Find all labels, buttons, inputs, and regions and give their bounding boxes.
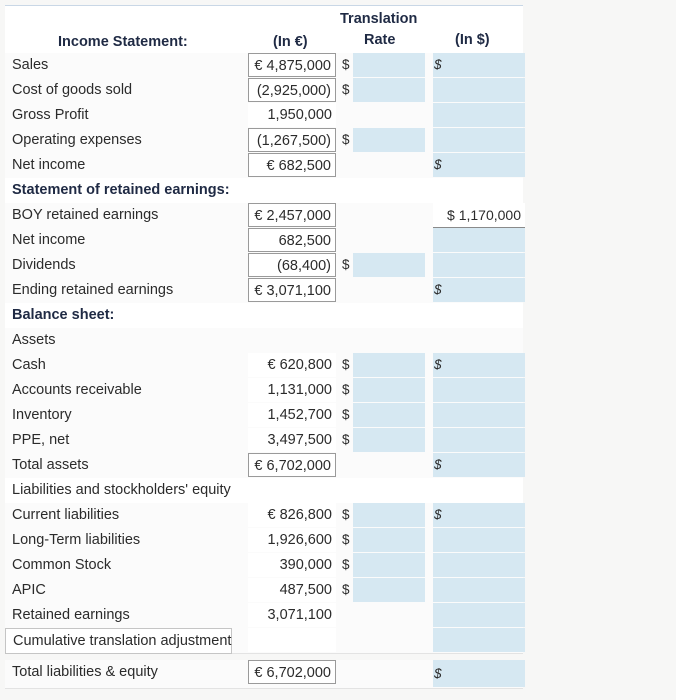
usd-input[interactable] (433, 253, 525, 277)
rate-dollar-sign: $ (342, 432, 350, 447)
eur-value: (2,925,000) (248, 78, 336, 102)
usd-dollar-sign: $ (434, 457, 442, 472)
table-row-apic (5, 578, 523, 604)
rate-input[interactable] (353, 353, 425, 377)
eur-value: € 682,500 (248, 153, 336, 177)
eur-column-heading: (In €) (273, 34, 308, 50)
table-row-ending-retained (5, 278, 523, 304)
row-label: Sales (12, 57, 49, 73)
usd-value (433, 203, 525, 228)
usd-dollar-sign: $ (434, 357, 442, 372)
row-label: Retained earnings (12, 607, 130, 623)
table-row-cogs (5, 78, 523, 104)
eur-value (248, 628, 336, 652)
eur-value: 487,500 (248, 578, 336, 602)
liabilities-heading-row (5, 478, 523, 504)
income-statement-heading: Income Statement: (58, 34, 188, 50)
row-label: Cash (12, 357, 46, 373)
rate-dollar-sign: $ (342, 582, 350, 597)
eur-value: € 6,702,000 (248, 453, 336, 477)
row-label: Current liabilities (12, 507, 120, 523)
rate-dollar-sign: $ (342, 532, 350, 547)
rate-dollar-sign: $ (342, 82, 350, 97)
eur-value: 1,950,000 (248, 103, 336, 127)
eur-value: 3,497,500 (248, 428, 336, 452)
row-label: Common Stock (12, 557, 112, 573)
row-label: PPE, net (12, 432, 70, 448)
usd-input[interactable] (433, 78, 525, 102)
rate-input[interactable] (353, 578, 425, 602)
table-row-cumulative-translation (5, 628, 523, 654)
usd-input[interactable] (433, 578, 525, 602)
usd-dollar-sign: $ (434, 282, 442, 297)
row-label: Inventory (12, 407, 72, 423)
row-label: APIC (12, 582, 46, 598)
rate-input[interactable] (353, 503, 425, 527)
row-label: Operating expenses (12, 132, 142, 148)
table-row-common-stock (5, 553, 523, 579)
row-label: Accounts receivable (12, 382, 142, 398)
table-row-net-income (5, 153, 523, 179)
rate-dollar-sign: $ (342, 132, 350, 147)
balance-sheet-heading: Balance sheet: (12, 307, 115, 323)
rate-dollar-sign: $ (342, 357, 350, 372)
usd-dollar-sign: $ (434, 507, 442, 522)
usd-input[interactable] (433, 153, 525, 177)
rate-input[interactable] (353, 78, 425, 102)
row-label: Net income (12, 157, 86, 173)
usd-input[interactable] (433, 228, 525, 252)
eur-value: 3,071,100 (248, 603, 336, 627)
usd-input[interactable] (433, 503, 525, 527)
usd-amount: $ 1,170,000 (447, 207, 521, 223)
row-label: Cost of goods sold (12, 82, 133, 98)
rate-input[interactable] (353, 128, 425, 152)
table-row-total-liabilities-equity (5, 660, 523, 689)
retained-earnings-heading-row (5, 178, 523, 204)
table-row-gross-profit (5, 103, 523, 129)
row-label: Cumulative translation adjustment (5, 628, 232, 654)
rate-dollar-sign: $ (342, 382, 350, 397)
row-label: Total liabilities & equity (12, 664, 158, 680)
rate-input[interactable] (353, 403, 425, 427)
usd-input[interactable] (433, 428, 525, 452)
row-label: Ending retained earnings (12, 282, 174, 298)
table-row-cash (5, 353, 523, 379)
assets-heading: Assets (12, 332, 56, 348)
eur-value: € 4,875,000 (248, 53, 336, 77)
row-label: Gross Profit (12, 107, 89, 123)
eur-value: 682,500 (248, 228, 336, 252)
rate-column-heading-line1: Translation (340, 11, 418, 27)
eur-value: € 6,702,000 (248, 660, 336, 684)
rate-dollar-sign: $ (342, 57, 350, 72)
table-row-operating-expenses (5, 128, 523, 154)
usd-input[interactable] (433, 403, 525, 427)
usd-input[interactable] (433, 628, 525, 652)
rate-input[interactable] (353, 428, 425, 452)
eur-value: € 3,071,100 (248, 278, 336, 302)
usd-input[interactable] (433, 278, 525, 302)
table-row-inventory (5, 403, 523, 429)
rate-dollar-sign: $ (342, 507, 350, 522)
eur-value: 1,452,700 (248, 403, 336, 427)
usd-input[interactable] (433, 660, 525, 687)
table-row-long-term-liabilities (5, 528, 523, 554)
rate-dollar-sign: $ (342, 557, 350, 572)
eur-value: 1,131,000 (248, 378, 336, 402)
usd-dollar-sign: $ (434, 157, 442, 172)
usd-input[interactable] (433, 453, 525, 477)
usd-input[interactable] (433, 103, 525, 127)
column-header-row (5, 5, 523, 54)
table-row-accounts-receivable (5, 378, 523, 404)
table-row-boy-retained (5, 203, 523, 229)
rate-dollar-sign: $ (342, 407, 350, 422)
usd-dollar-sign: $ (434, 57, 442, 72)
rate-dollar-sign: $ (342, 257, 350, 272)
eur-value: 390,000 (248, 553, 336, 577)
rate-input[interactable] (353, 53, 425, 77)
row-label: Total assets (12, 457, 89, 473)
usd-input[interactable] (433, 603, 525, 627)
usd-column-heading: (In $) (455, 32, 490, 48)
eur-value: € 2,457,000 (248, 203, 336, 227)
table-row-total-assets (5, 453, 523, 479)
usd-input[interactable] (433, 353, 525, 377)
eur-value: (1,267,500) (248, 128, 336, 152)
row-label: BOY retained earnings (12, 207, 159, 223)
rate-input[interactable] (353, 553, 425, 577)
eur-value: € 620,800 (248, 353, 336, 377)
row-label: Long-Term liabilities (12, 532, 141, 548)
eur-value: 1,926,600 (248, 528, 336, 552)
eur-value: € 826,800 (248, 503, 336, 527)
usd-input[interactable] (433, 378, 525, 402)
usd-input[interactable] (433, 53, 525, 77)
row-label: Dividends (12, 257, 76, 273)
table-row-retained-earnings (5, 603, 523, 629)
usd-input[interactable] (433, 528, 525, 552)
rate-column-heading-line2: Rate (364, 32, 396, 48)
retained-earnings-heading: Statement of retained earnings: (12, 182, 230, 198)
usd-input[interactable] (433, 553, 525, 577)
table-row-dividends (5, 253, 523, 279)
usd-dollar-sign: $ (434, 666, 442, 681)
liabilities-heading: Liabilities and stockholders' equity (12, 482, 231, 498)
rate-input[interactable] (353, 378, 425, 402)
table-row-current-liabilities (5, 503, 523, 529)
eur-value: (68,400) (248, 253, 336, 277)
row-label: Net income (12, 232, 86, 248)
table-row-ppe (5, 428, 523, 454)
table-row-re-net-income (5, 228, 523, 254)
table-row-sales (5, 53, 523, 79)
rate-input[interactable] (353, 253, 425, 277)
rate-input[interactable] (353, 528, 425, 552)
usd-input[interactable] (433, 128, 525, 152)
assets-heading-row (5, 328, 523, 354)
balance-sheet-heading-row (5, 303, 523, 329)
